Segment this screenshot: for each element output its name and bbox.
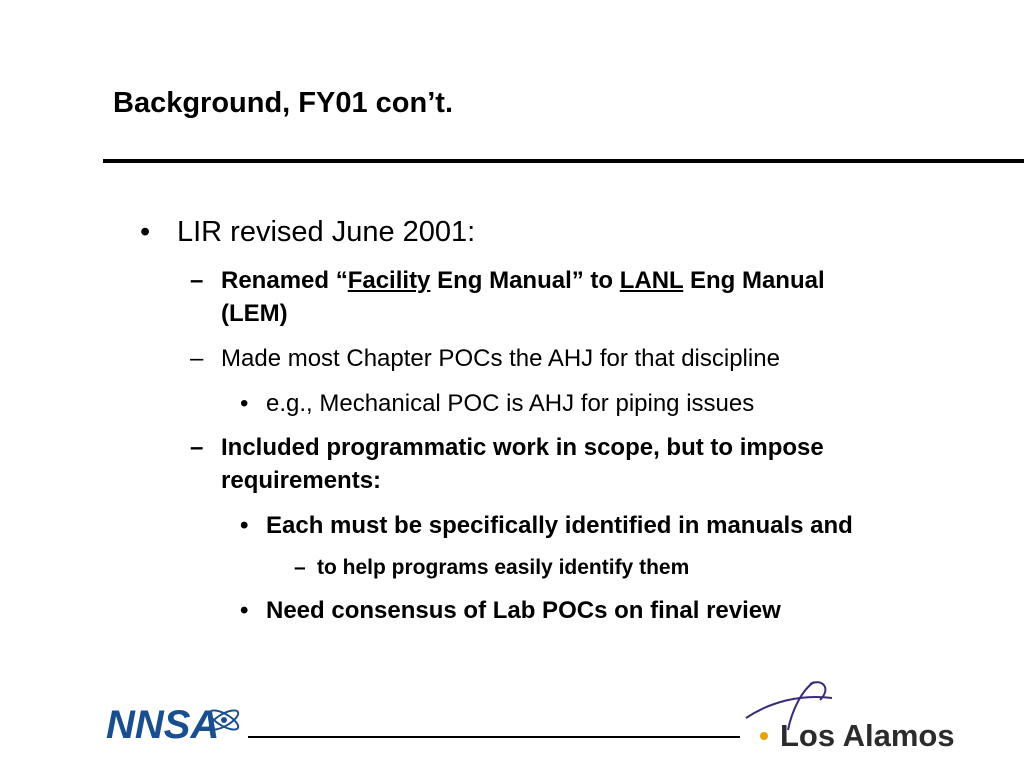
footer-divider <box>248 736 740 738</box>
title-divider <box>103 159 1024 163</box>
dash-marker: – <box>190 345 204 372</box>
bullet-marker: • <box>140 216 151 248</box>
bullet-need-consensus: Need consensus of Lab POCs on final review <box>266 597 781 624</box>
facility-underlined: Facility <box>347 267 431 294</box>
bullet-each-must: Each must be specifically identified in manuals and <box>266 512 853 539</box>
bullet-renamed-line2: (LEM) <box>221 300 288 327</box>
renamed-text-2: Eng Manual” to <box>430 267 620 294</box>
bullet-lir-revised: LIR revised June 2001: <box>177 216 476 248</box>
renamed-text-3: Eng Manual <box>683 267 825 294</box>
bullet-made-most: Made most Chapter POCs the AHJ for that discipline <box>221 345 780 372</box>
bullet-example: e.g., Mechanical POC is AHJ for piping issues <box>266 390 755 417</box>
slide-title: Background, FY01 con’t. <box>113 87 453 119</box>
bullet-renamed <box>221 267 825 295</box>
renamed-text-1: Renamed “ <box>221 267 348 294</box>
lanl-logo-text: Los Alamos <box>780 718 955 752</box>
nnsa-logo-text: NNSA <box>106 703 220 747</box>
dash-marker: – <box>294 556 306 579</box>
bullet-marker: • <box>240 390 249 417</box>
bullet-to-help: to help programs easily identify them <box>317 556 690 579</box>
dash-marker: – <box>190 434 204 461</box>
nnsa-logo <box>104 696 244 748</box>
los-alamos-logo <box>740 676 972 752</box>
dash-marker: – <box>190 267 204 294</box>
bullet-marker: • <box>240 512 249 539</box>
bullet-included: Included programmatic work in scope, but to impose <box>221 434 824 461</box>
bullet-included-line2: requirements: <box>221 467 382 494</box>
lanl-underlined: LANL <box>619 267 684 294</box>
bullet-marker: • <box>240 597 249 624</box>
